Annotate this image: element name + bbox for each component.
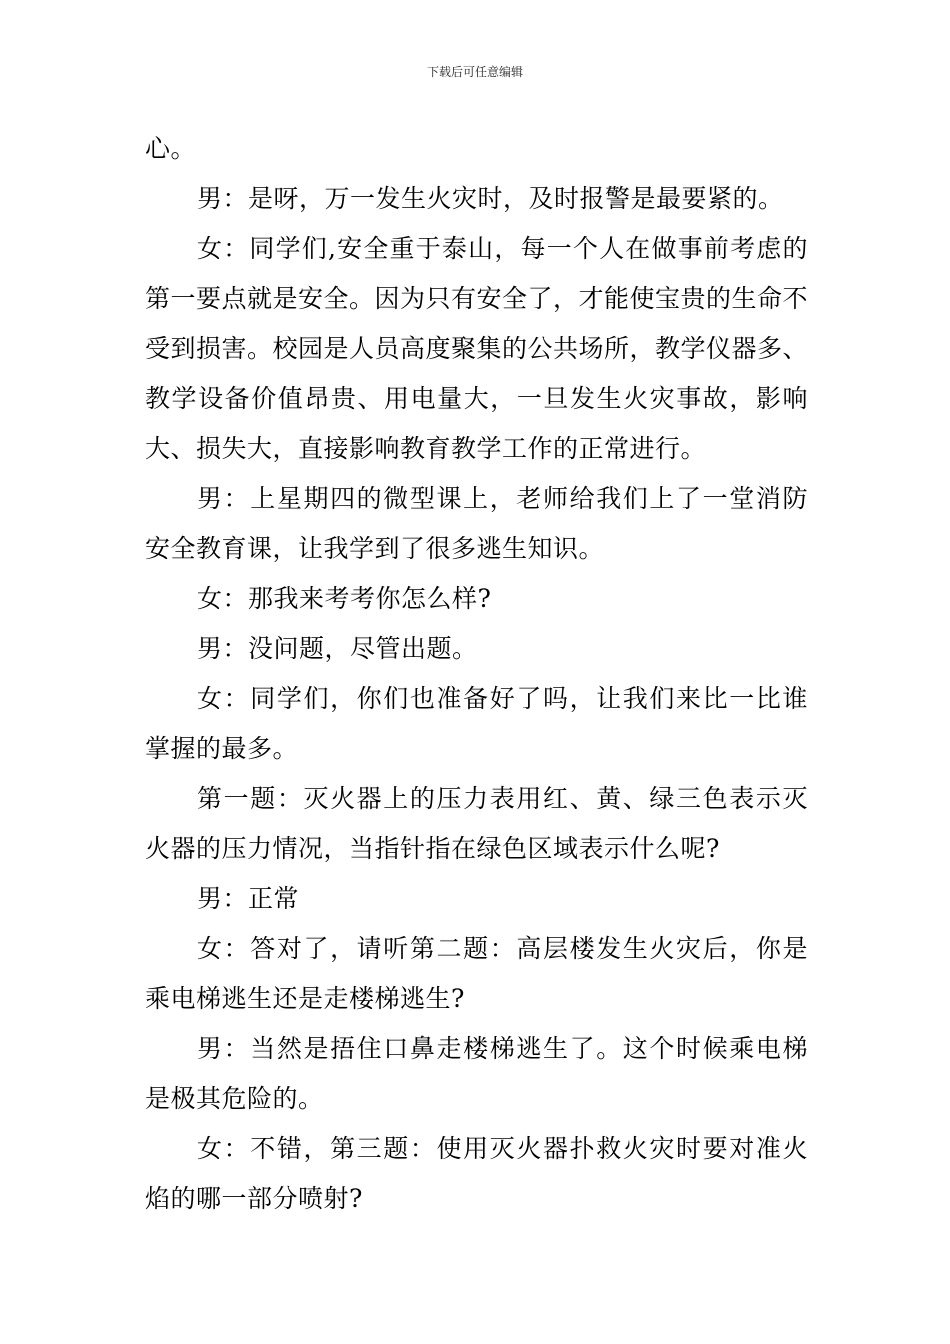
paragraph: 男：上星期四的微型课上，老师给我们上了一堂消防安全教育课，让我学到了很多逃生知识。 [145,484,808,563]
paragraph: 男：正常 [197,884,300,913]
paragraph: 心。 [145,134,197,163]
paragraph: 女：那我来考考你怎么样? [197,584,492,613]
paragraph: 女：同学们,安全重于泰山，每一个人在做事前考虑的第一要点就是安全。因为只有安全了，才能使宝贵的生命不受到损害。校园是人员高度聚集的公共场所，教学仪器多、教学设备价值昂贵、用电量大，一旦发生火灾事故，影响大、损失大，直接影响教育教学工作的正常进行。 [145,234,809,463]
paragraph: 男：当然是捂住口鼻走楼梯逃生了。这个时候乘电梯是极其危险的。 [145,1034,808,1113]
page-header: 下载后可任意编辑 [426,65,523,79]
paragraph: 女：答对了，请听第二题：高层楼发生火灾后，你是乘电梯逃生还是走楼梯逃生? [145,934,808,1013]
paragraph: 男：是呀，万一发生火灾时，及时报警是最要紧的。 [197,184,784,213]
paragraph: 男：没问题，尽管出题。 [197,634,478,663]
paragraph: 女：不错，第三题：使用灭火器扑救火灾时要对准火焰的哪一部分喷射? [145,1134,808,1213]
paragraph: 女：同学们，你们也准备好了吗，让我们来比一比谁掌握的最多。 [145,684,808,763]
paragraph: 第一题：灭火器上的压力表用红、黄、绿三色表示灭火器的压力情况，当指针指在绿色区域表示什么呢? [145,784,808,863]
document-body [145,124,808,1224]
